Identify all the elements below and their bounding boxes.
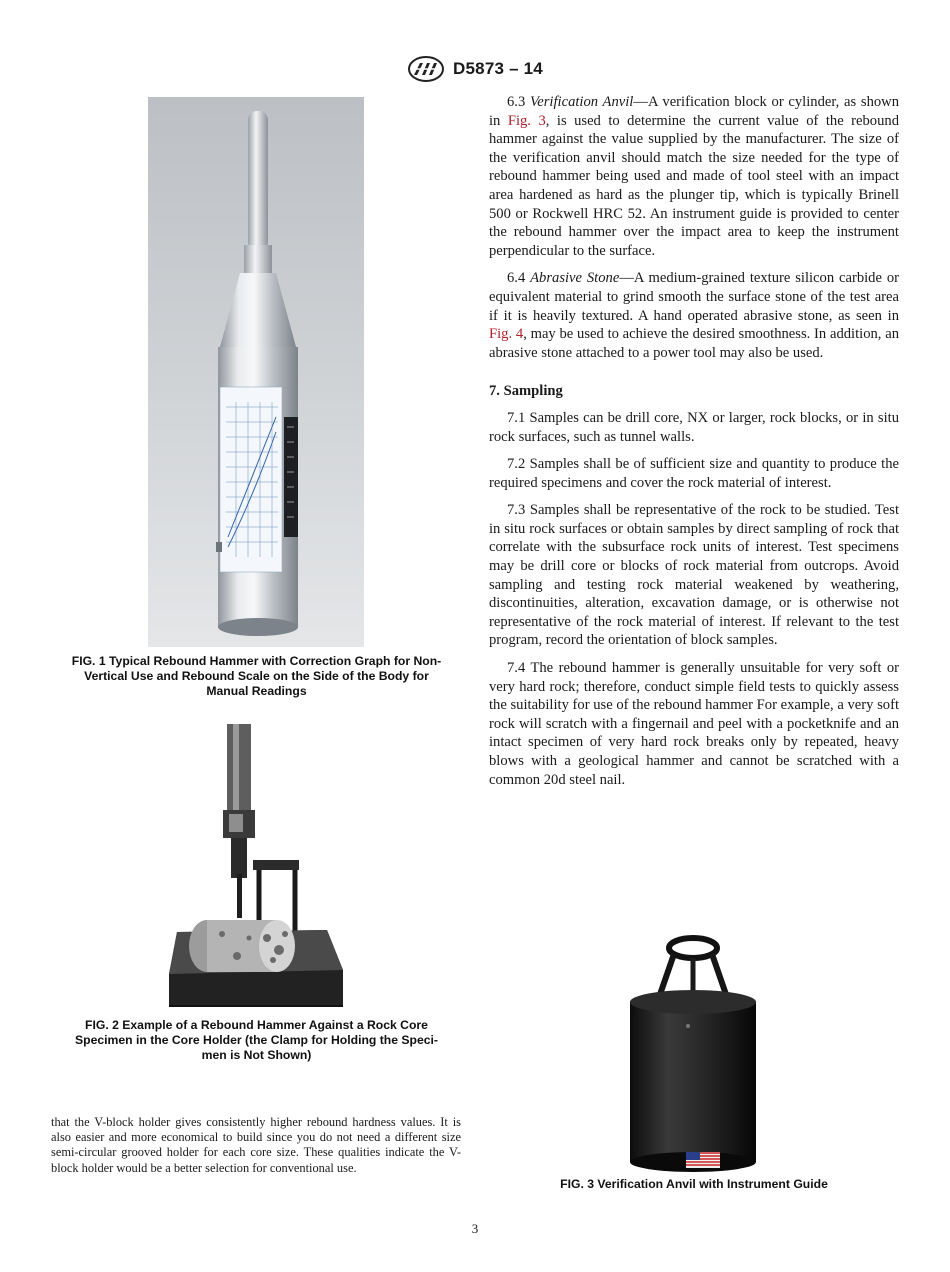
- rebound-hammer-photo: [148, 97, 364, 647]
- section-6-3: [489, 93, 899, 260]
- section-term: Abrasive Stone: [530, 270, 620, 287]
- caption-line: men is Not Shown): [201, 1048, 312, 1062]
- section-text: —A verification block or cylinder, as shown in: [489, 94, 900, 129]
- caption-line: Vertical Use and Rebound Scale on the Side of the Body for: [84, 669, 429, 683]
- caption-line: FIG. 1 Typical Rebound Hammer with Correction Graph for Non-: [71, 654, 442, 668]
- page-number: 3: [471, 1221, 479, 1236]
- section-7-3: 7.3 Samples shall be representative of the rock to be studied. Test in situ rock surfaces or obtain samples by direct sampling of rock that correlate with the subsurface rock units of interest. Test specimens may be drill core or blocks of rock material from outcrops. Avoid sampling and testing rock material weakened by weathering, discontinuities, alteration, excavation damage, or is otherwise not representative of the rock material of interest. If relevant to the test program, record the orientation of block samples.: [489, 502, 899, 649]
- fig1-caption: [51, 654, 462, 699]
- section-7-heading: 7. Sampling: [489, 383, 563, 400]
- section-term: Verification Anvil: [529, 94, 634, 110]
- section-text: , may be used to achieve the desired smoothness. In addition, an abrasive stone attached to a power tool may also be used.: [489, 326, 899, 361]
- left-column-note: that the V-block holder gives consistently higher rebound hardness values. It is also easier and more economical to build since you do not need a different size semi-circular grooved holder for each core size. These qualities indicate the V-block holder would be a better selection for conventional use.: [51, 1115, 461, 1175]
- caption-line: FIG. 3 Verification Anvil with Instrument Guide: [560, 1177, 828, 1191]
- right-column: [489, 93, 899, 798]
- caption-line: FIG. 2 Example of a Rebound Hammer Against a Rock Core: [85, 1018, 428, 1032]
- section-number: 6.3: [507, 94, 526, 110]
- section-number: 6.4: [507, 270, 526, 287]
- fig3-caption: [489, 1177, 899, 1192]
- section-6-4: [489, 269, 899, 362]
- section-text: , is used to determine the current value of the rebound hammer against the value supplied by the manufacturer. The size of the verification anvil should match the size needed for the type of rebound hammer being used and made of tool steel with an impact area hardened as hard as the plunger tip, which is typically Brinell 500 or Rockwell HRC 52. An instrument guide is provided to center the rebound hammer over the impact area to keep the instrument perpendicular to the surface.: [489, 112, 899, 259]
- fig4-link[interactable]: Fig. 4: [489, 326, 524, 343]
- section-7-2: 7.2 Samples shall be of sufficient size and quantity to produce the required specimens and cover the rock material of interest.: [489, 456, 899, 491]
- hammer-on-core-photo: [167, 724, 345, 1012]
- section-text: —A medium-grained texture silicon carbide or equivalent material to grind smooth the surface stone of the test area if it is heavily textured. A hand operated abrasive stone, as seen in: [489, 270, 899, 324]
- caption-line: Specimen in the Core Holder (the Clamp for Holding the Speci-: [75, 1033, 438, 1047]
- page-header: [0, 54, 950, 84]
- section-7-4: 7.4 The rebound hammer is generally unsuitable for very soft or very hard rock; therefore, conduct simple field tests to quickly assess the suitability for use of the rebound hammer For example, a very soft rock will scratch with a fingernail and peel with a pocketknife and an intact specimen of very hard rock breaks only by repeated, heavy blows with a geological hammer and cannot be scratched with a common 20d steel nail.: [489, 660, 899, 788]
- fig2-caption: [51, 1018, 462, 1063]
- section-7-1: 7.1 Samples can be drill core, NX or larger, rock blocks, or in situ rock surfaces, such as tunnel walls.: [489, 409, 899, 445]
- fig3-link[interactable]: Fig. 3: [507, 112, 546, 129]
- astm-logo-icon: [407, 55, 445, 83]
- caption-line: Manual Readings: [206, 684, 307, 698]
- document-id: D5873 – 14: [453, 59, 543, 78]
- verification-anvil-photo: [626, 934, 760, 1174]
